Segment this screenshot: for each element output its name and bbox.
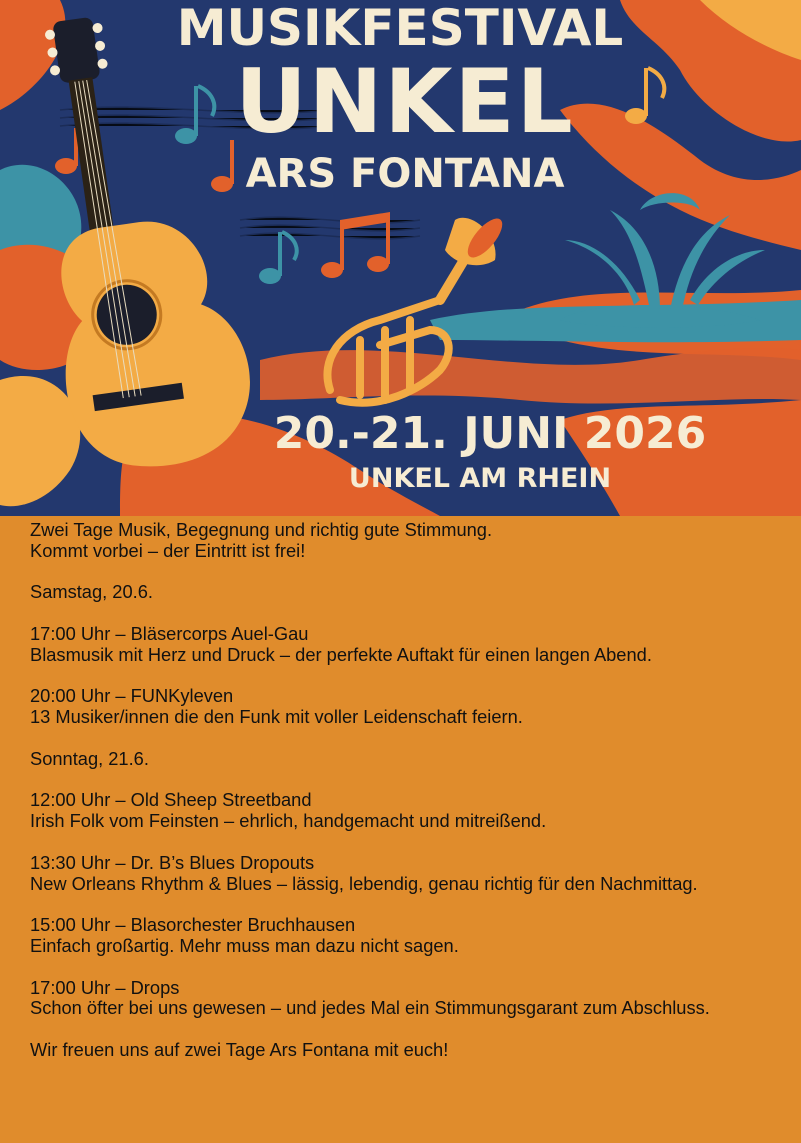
music-note-icon xyxy=(211,140,234,192)
music-note-icon xyxy=(175,86,214,144)
festival-location: UNKEL AM RHEIN xyxy=(348,463,612,494)
festival-date: 20.-21. JUNI 2026 xyxy=(273,408,707,459)
festival-title: UNKEL xyxy=(235,50,575,153)
event-description: Blasmusik mit Herz und Druck – der perfekte Auftakt für einen langen Abend. xyxy=(30,643,652,665)
day-heading: Sonntag, 21.6. xyxy=(30,747,149,769)
event-description: Irish Folk vom Feinsten – ehrlich, handgemacht und mitreißend. xyxy=(30,810,547,832)
festival-poster xyxy=(0,0,801,516)
event-description: 13 Musiker/innen die den Funk mit voller Leidenschaft feiern. xyxy=(30,706,523,728)
intro-line: Zwei Tage Musik, Begegnung und richtig gute Stimmung. xyxy=(30,519,493,540)
intro-line: Kommt vorbei – der Eintritt ist frei! xyxy=(30,539,306,561)
music-note-icon xyxy=(259,232,297,284)
closing-line: Wir freuen uns auf zwei Tage Ars Fontana mit euch! xyxy=(30,1038,449,1060)
music-note-icon xyxy=(625,68,664,124)
event-title: 13:30 Uhr – Dr. B’s Blues Dropouts xyxy=(30,851,315,873)
event-title: 17:00 Uhr – Drops xyxy=(30,976,180,998)
program-text xyxy=(30,520,780,1061)
music-note-icon xyxy=(321,212,390,278)
festival-subtitle: MUSIKFESTIVAL xyxy=(176,0,624,57)
festival-name: ARS FONTANA xyxy=(245,151,565,197)
event-title: 17:00 Uhr – Bläsercorps Auel-Gau xyxy=(30,622,309,644)
event-title: 12:00 Uhr – Old Sheep Streetband xyxy=(30,789,312,811)
event-description: New Orleans Rhythm & Blues – lässig, lebendig, genau richtig für den Nachmittag. xyxy=(30,872,698,894)
event-title: 20:00 Uhr – FUNKyleven xyxy=(30,685,234,707)
event-description: Einfach großartig. Mehr muss man dazu nicht sagen. xyxy=(30,934,459,956)
event-title: 15:00 Uhr – Blasorchester Bruchhausen xyxy=(30,914,356,936)
event-description: Schon öfter bei uns gewesen – und jedes Mal ein Stimmungsgarant zum Abschluss. xyxy=(30,997,710,1019)
day-heading: Samstag, 20.6. xyxy=(30,581,153,603)
